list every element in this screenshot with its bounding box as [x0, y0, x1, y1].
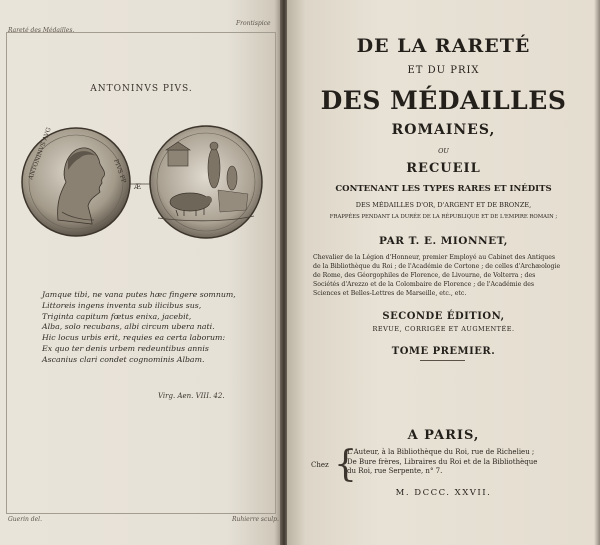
- verse-line: Hic locus urbis erit, requies ea certa laborum:: [42, 333, 226, 343]
- verse-line: Alba, solo recubans, albi circum ubera nati.: [42, 322, 215, 332]
- plate-caption: ANTONINVS PIVS.: [90, 84, 193, 94]
- imprint-chez: Chez: [311, 461, 329, 469]
- author-credentials: [313, 253, 583, 298]
- imprint-block: [311, 444, 591, 487]
- credential-line: Sociétés d'Arezzo et de la Colombaire de Florence ; de l'Académie des: [313, 281, 535, 288]
- title-line-3: DES MÉDAILLES: [320, 86, 567, 115]
- credential-line: Sciences et Belles-Lettres de Marseille, etc., etc.: [313, 290, 467, 297]
- verse-line: Littoreis ingens inventa sub ilicibus sus,: [42, 300, 202, 310]
- subtitle-1: CONTENANT LES TYPES RARES ET INÉDITS: [335, 184, 552, 194]
- title-line-4: ROMAINES,: [391, 122, 496, 138]
- volume-line: TOME PREMIER.: [391, 346, 496, 357]
- conjunction: OU: [438, 147, 449, 155]
- verse-line: Ex quo ter denis urbem redeuntibus annis: [42, 343, 209, 353]
- engraver-credit-left: Guerin del.: [8, 516, 42, 523]
- subtitle-3: FRAPPÉES PENDANT LA DURÉE DE LA RÉPUBLIQUE ET DE L'EMPIRE ROMAIN ;: [329, 214, 558, 220]
- obverse-coin: [22, 127, 130, 236]
- credential-line: de Rome, des Géorgophiles de Florence, de Livourne, de Volterra ; des: [313, 272, 536, 279]
- imprint-line: L'Auteur, à la Bibliothèque du Roi, rue de Richelieu ;: [347, 448, 535, 456]
- verse-line: Jamque tibi, ne vana putes hæc fingere somnum,: [42, 290, 236, 299]
- verse-citation: Virg. Aen. VIII. 42.: [158, 392, 225, 400]
- engraver-credit-right: Ruhierre sculp.: [232, 516, 279, 523]
- title-line-2: ET DU PRIX: [407, 65, 480, 76]
- recueil-heading: RECUEIL: [406, 161, 481, 176]
- reverse-coin: [150, 126, 262, 238]
- svg-text:PIVS PP: PIVS PP: [112, 158, 128, 185]
- place-of-publication: A PARIS,: [407, 428, 480, 443]
- curly-brace-icon: {: [334, 444, 357, 485]
- title-line-1: DE LA RARETÉ: [356, 35, 531, 57]
- subtitle-2: DES MÉDAILLES D'OR, D'ARGENT ET DE BRONZE,: [355, 201, 532, 209]
- edition-line: SECONDE ÉDITION,: [382, 311, 505, 322]
- svg-text:ANTONINVS AVG: ANTONINVS AVG: [27, 126, 53, 181]
- header-left: Rareté des Médailles.: [8, 27, 75, 34]
- latin-verse: [42, 290, 236, 366]
- imprint-line: De Bure frères, Libraires du Roi et de la Bibliothèque: [347, 457, 538, 466]
- verse-line: Ascanius clari condet cognominis Albam.: [42, 354, 205, 364]
- author-line: PAR T. E. MIONNET,: [379, 235, 508, 247]
- verse-line: Triginta capitum fœtus enixa, jacebit,: [42, 311, 192, 321]
- divider-rule: [420, 360, 465, 361]
- imprint-lines: [347, 448, 537, 477]
- bronze-mark: Æ: [134, 183, 142, 191]
- edition-note: REVUE, CORRIGÉE ET AUGMENTÉE.: [372, 325, 515, 333]
- header-right: Frontispice: [236, 20, 271, 27]
- credential-line: Chevalier de la Légion d'Honneur, premier Employé au Cabinet des Antiques: [313, 254, 556, 261]
- publication-date: M. DCCC. XXVII.: [395, 488, 492, 498]
- coin-illustrations: [18, 120, 263, 240]
- imprint-line: du Roi, rue Serpente, n° 7.: [347, 467, 443, 475]
- page-edge-shadow: [594, 0, 600, 545]
- credential-line: de la Bibliothèque du Roi ; de l'Académie de Cortone ; de celles d'Archæologie: [313, 263, 561, 270]
- plate-border: [6, 32, 276, 514]
